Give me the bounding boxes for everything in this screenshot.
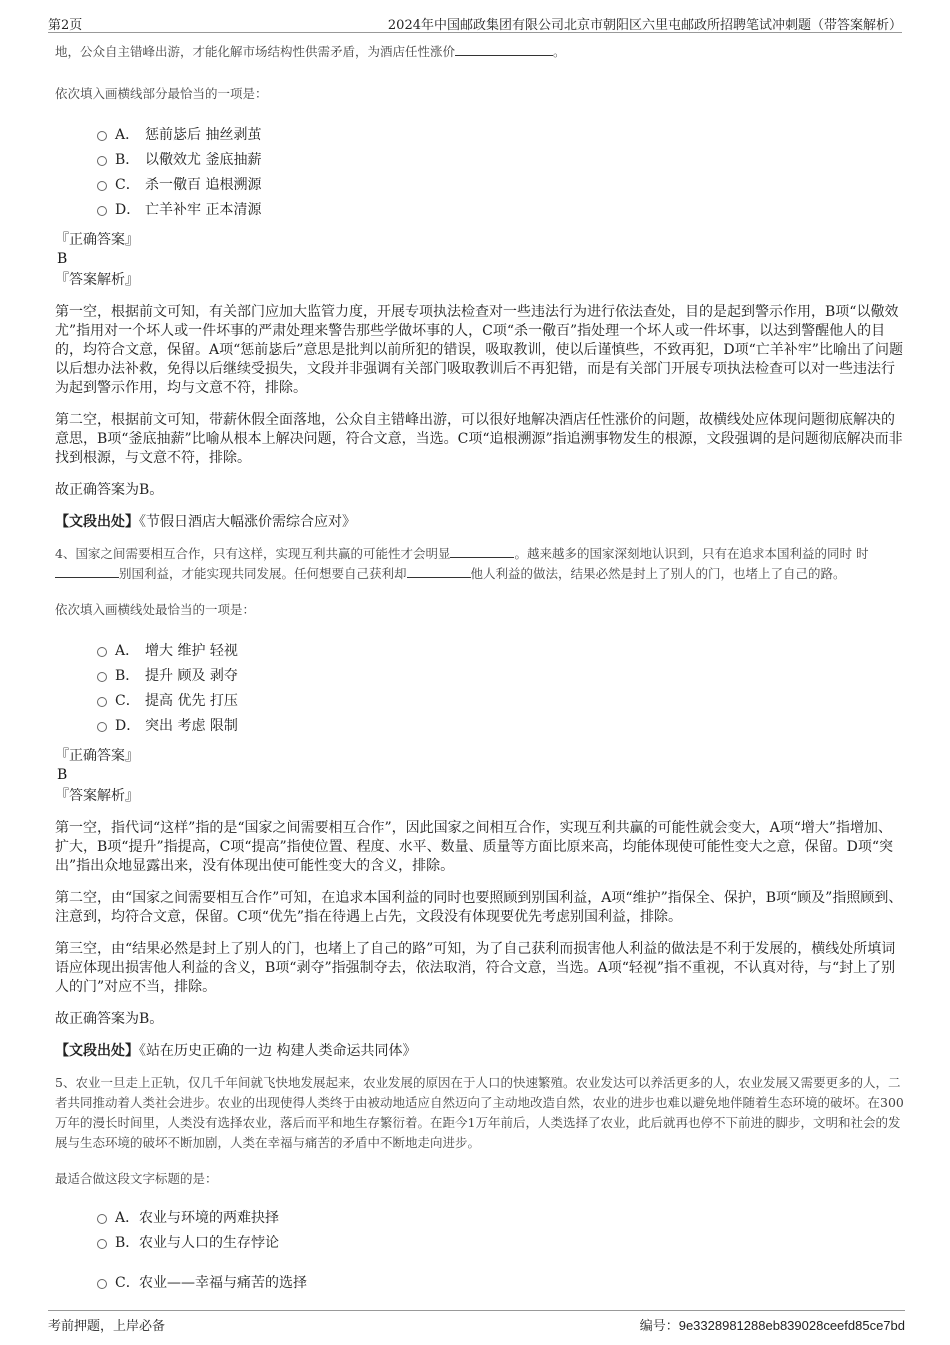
q3-option-b[interactable] [55,148,905,173]
q4-stem-1: 4、国家之间需要相互合作，只有这样，实现互利共赢的可能性才会明显 [55,546,451,561]
radio-icon[interactable] [97,1279,107,1289]
q4-analysis-1: 第一空，指代词“这样”指的是“国家之间需要相互合作”，因此国家之间相互合作，实现互利共赢的可能性就会变大，A项“增大”指增加、扩大，B项“提升”指提高，C项“提高”指使位置、程度、水平、数量、质量等方面比原来高，均能体现使可能性变大之意，保留。D项“突出”指出众地显露出来，没有体现出使可能性变大的含义，排除。 [55,820,894,874]
q4-option-c[interactable] [55,689,905,714]
q5-option-a[interactable] [55,1206,905,1231]
q4-analysis-4: 故正确答案为B。 [55,1011,164,1027]
option-letter: B． [115,152,140,168]
source-title: 《站在历史正确的一边 构建人类命运共同体》 [139,1043,417,1059]
option-text: 杀一儆百 追根溯源 [145,177,262,193]
page-footer [48,1310,905,1334]
q5-stem: 5、农业一旦走上正轨，仅几千年间就飞快地发展起来，农业发展的原因在于人口的快速繁殖。农业发达可以养活更多的人，农业发展又需要更多的人，二者共同推动着人类社会进步。农业的出现使得人类终于由被动地适应自然迈向了主动地改造自然，农业的进步也难以避免地伴随着生态环境的破坏。在300万年的漫长时间里，人类没有选择农业，落后而平和地生存繁衍着。在距今1万年前后，人类选择了农业，此后就再也停不下前进的脚步，文明和社会的发展与生态环境的破坏不断加剧，人类在幸福与痛苦的矛盾中不断地走向进步。 [55,1075,904,1150]
radio-icon[interactable] [97,206,107,216]
q3-analysis-1: 第一空，根据前文可知，有关部门应加大监管力度，开展专项执法检查对一些违法行为进行依法查处，目的是起到警示作用，B项“以儆效尤”指用对一个坏人或一件坏事的严肃处理来警告那些学做坏事的人，C项“杀一儆百”指处理一个坏人或一件坏事，以达到警醒他人的目的，均符合文意，保留。A项“惩前毖后”意思是批判以前所犯的错误，吸取教训，使以后谨慎些，不致再犯，D项“亡羊补牢”比喻出了问题以后想办法补救，免得以后继续受损失，文段并非强调有关部门吸取教训后不再犯错，而是有关部门开展专项执法检查可以对一些违法行为起到警示作用，均与文意不符，排除。 [55,304,903,396]
option-letter: D． [115,718,141,734]
radio-icon[interactable] [97,1239,107,1249]
radio-icon[interactable] [97,672,107,682]
q5-option-b[interactable] [55,1231,905,1256]
radio-icon[interactable] [97,697,107,707]
option-text: 亡羊补牢 正本清源 [145,202,262,218]
q3-analysis-2: 第二空，根据前文可知，带薪休假全面落地，公众自主错峰出游，可以很好地解决酒店任性涨价的问题，故横线处应体现问题彻底解决的意思，B项“釜底抽薪”比喻从根本上解决问题，符合文意，当选。C项“追根溯源”指追溯事物发生的根源，文段强调的是问题彻底解决而非找到根源，与文意不符，排除。 [55,412,903,466]
option-letter: A． [115,1210,140,1226]
option-letter: C． [115,177,140,193]
option-letter: B． [115,668,140,684]
code-label: 编号： [639,1318,679,1333]
q4-stem: 4、国家之间需要相互合作，只有这样，实现互利共赢的可能性才会明显 。越来越多的国家深刻地认识到，只有在追求本国利益的同时 时别国利益，才能实现共同发展。任何想要自己获利却 他人利益的做法，结果必然是封上了别人的门，也堵上了自己的路。 [55,546,869,581]
q4-stem-3: 别国利益，才能实现共同发展。任何想要自己获利却 [119,566,407,581]
option-letter: C． [115,693,140,709]
q3-option-a[interactable] [55,123,905,148]
option-text: 以儆效尤 釜底抽薪 [145,152,262,168]
footer-slogan: 考前押题，上岸必备 [48,1319,166,1334]
document-code [640,1315,905,1334]
q4-options [55,639,905,739]
page-number: 第2页 [48,18,83,33]
q5-option-c[interactable] [55,1271,905,1296]
q4-stem-4: 他人利益的做法，结果必然是封上了别人的门，也堵上了自己的路。 [470,566,846,581]
q3-source [55,513,905,532]
option-text: 农业与环境的两难抉择 [139,1210,279,1226]
source-label: 【文段出处】 [55,1043,139,1059]
q3-stem-end: 。 [553,44,566,59]
q4-answer: B [57,767,68,783]
radio-icon[interactable] [97,722,107,732]
q4-prompt: 依次填入画横线处最恰当的一项是： [55,602,256,617]
source-title: 《节假日酒店大幅涨价需综合应对》 [139,514,356,530]
radio-icon[interactable] [97,1214,107,1224]
option-text: 惩前毖后 抽丝剥茧 [145,127,262,143]
q4-blank-3 [407,565,471,578]
code-value: 9e3328981288eb839028ceefd85ce7bd [678,1318,905,1333]
option-text: 农业——幸福与痛苦的选择 [139,1275,307,1291]
option-text: 提升 顾及 剥夺 [145,668,238,684]
q4-source [55,1042,905,1061]
q4-blank-2 [55,565,119,578]
q4-stem-2: 。越来越多的国家深刻地认识到，只有在追求本国利益的同时 [514,546,852,561]
q4-option-a[interactable] [55,639,905,664]
q3-prompt: 依次填入画横线部分最恰当的一项是： [55,86,268,101]
q3-option-d[interactable] [55,198,905,223]
q5-prompt: 最适合做这段文字标题的是： [55,1171,218,1186]
option-letter: B． [115,1235,140,1251]
q3-options [55,123,905,223]
radio-icon[interactable] [97,181,107,191]
radio-icon[interactable] [97,156,107,166]
option-text: 提高 优先 打压 [145,693,238,709]
q3-analysis-3: 故正确答案为B。 [55,482,164,498]
q4-answer-label: 『正确答案』 [55,748,139,764]
radio-icon[interactable] [97,131,107,141]
q3-answer: B [57,251,68,267]
option-text: 增大 维护 轻视 [145,643,238,659]
option-letter: A． [115,127,140,143]
option-text: 农业与人口的生存悖论 [139,1235,279,1251]
q4-blank-1 [450,545,514,558]
q5-options [55,1206,905,1296]
option-letter: D． [115,202,141,218]
q3-option-c[interactable] [55,173,905,198]
q3-stem [55,42,905,62]
q3-blank [455,43,553,56]
option-text: 突出 考虑 限制 [145,718,238,734]
option-letter: A． [115,643,140,659]
radio-icon[interactable] [97,647,107,657]
q3-stem-text: 地，公众自主错峰出游，才能化解市场结构性供需矛盾，为酒店任性涨价 [55,44,456,59]
option-letter: C． [115,1275,140,1291]
document-body [55,34,905,1296]
q4-analysis-3: 第三空，由“结果必然是封上了别人的门，也堵上了自己的路”可知，为了自己获利而损害他人利益的做法是不利于发展的，横线处所填词语应体现出损害他人利益的含义，B项“剥夺”指强制夺去，依法取消，符合文意，当选。A项“轻视”指不重视，不认真对待，与“封上了别人的门”对应不当，排除。 [55,941,896,995]
q3-analysis-label: 『答案解析』 [55,272,139,288]
page-header [48,10,902,33]
q4-option-d[interactable] [55,714,905,739]
q4-analysis-2: 第二空，由“国家之间需要相互合作”可知，在追求本国利益的同时也要照顾到别国利益，A项“维护”指保全、保护，B项“顾及”指照顾到、注意到，均符合文意，保留。C项“优先”指在待遇上占先，文段没有体现要优先考虑别国利益，排除。 [55,890,903,925]
document-title: 2024年中国邮政集团有限公司北京市朝阳区六里屯邮政所招聘笔试冲刺题（带答案解析） [387,18,902,33]
q4-analysis-label: 『答案解析』 [55,788,139,804]
q4-option-b[interactable] [55,664,905,689]
source-label: 【文段出处】 [55,514,139,530]
q3-answer-label: 『正确答案』 [55,232,139,248]
